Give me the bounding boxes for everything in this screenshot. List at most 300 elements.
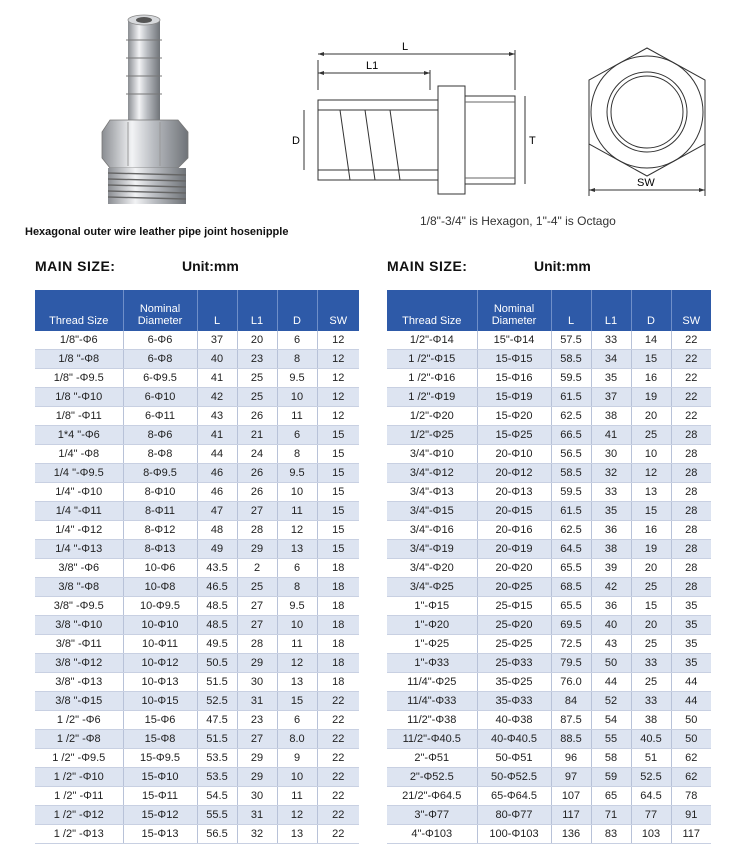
header-diameter: Diameter [137, 315, 183, 327]
cell-thread-size: 1"-Φ15 [387, 597, 477, 616]
cell-D: 15 [631, 502, 671, 521]
table-row [387, 787, 711, 806]
table-row [387, 502, 711, 521]
cell-nominal-diameter: 6-Φ10 [123, 388, 197, 407]
table-row [35, 749, 359, 768]
table-row [387, 407, 711, 426]
cell-L1: 26 [237, 464, 277, 483]
cell-SW: 15 [317, 445, 359, 464]
cell-SW: 18 [317, 597, 359, 616]
cell-thread-size: 1/8"-Φ6 [35, 331, 123, 350]
cell-nominal-diameter: 100-Φ103 [477, 825, 551, 844]
header-thread-size: Thread Size [35, 290, 123, 331]
cell-D: 8 [277, 445, 317, 464]
table-row [35, 559, 359, 578]
cell-nominal-diameter: 8-Φ9.5 [123, 464, 197, 483]
header-D: D [631, 290, 671, 331]
cell-SW: 18 [317, 616, 359, 635]
cell-L1: 59 [591, 768, 631, 787]
header-D: D [277, 290, 317, 331]
cell-L: 51.5 [197, 673, 237, 692]
table-row [35, 407, 359, 426]
cell-L1: 65 [591, 787, 631, 806]
cell-nominal-diameter: 8-Φ8 [123, 445, 197, 464]
cell-thread-size: 4"-Φ103 [387, 825, 477, 844]
table-row [35, 521, 359, 540]
table-row [387, 768, 711, 787]
cell-nominal-diameter: 20-Φ25 [477, 578, 551, 597]
cell-SW: 35 [671, 654, 711, 673]
table-row [35, 426, 359, 445]
cell-L: 51.5 [197, 730, 237, 749]
cell-L1: 25 [237, 578, 277, 597]
cell-SW: 12 [317, 331, 359, 350]
cell-nominal-diameter: 20-Φ15 [477, 502, 551, 521]
table-row [387, 350, 711, 369]
cell-L: 44 [197, 445, 237, 464]
cell-L1: 2 [237, 559, 277, 578]
cell-D: 11 [277, 407, 317, 426]
header-L1: L1 [591, 290, 631, 331]
cell-SW: 22 [317, 825, 359, 844]
cell-SW: 15 [317, 521, 359, 540]
cell-D: 25 [631, 578, 671, 597]
cell-SW: 12 [317, 350, 359, 369]
cell-nominal-diameter: 15-Φ15 [477, 350, 551, 369]
cell-L: 72.5 [551, 635, 591, 654]
cell-thread-size: 3/4"-Φ25 [387, 578, 477, 597]
cell-L: 65.5 [551, 559, 591, 578]
cell-L1: 26 [237, 407, 277, 426]
cell-L: 59.5 [551, 369, 591, 388]
cell-nominal-diameter: 50-Φ51 [477, 749, 551, 768]
cell-nominal-diameter: 10-Φ6 [123, 559, 197, 578]
cell-nominal-diameter: 6-Φ6 [123, 331, 197, 350]
table-row [387, 445, 711, 464]
cell-L: 61.5 [551, 388, 591, 407]
cell-L1: 27 [237, 616, 277, 635]
cell-thread-size: 1"-Φ25 [387, 635, 477, 654]
cell-thread-size: 3/4"-Φ19 [387, 540, 477, 559]
table-row [387, 635, 711, 654]
cell-thread-size: 1/4 "-Φ13 [35, 540, 123, 559]
cell-L: 46.5 [197, 578, 237, 597]
cell-nominal-diameter: 20-Φ19 [477, 540, 551, 559]
cell-thread-size: 1 /2" -Φ9.5 [35, 749, 123, 768]
cell-L1: 71 [591, 806, 631, 825]
cell-SW: 62 [671, 749, 711, 768]
cell-D: 6 [277, 559, 317, 578]
cell-L1: 30 [237, 787, 277, 806]
cell-nominal-diameter: 15-Φ8 [123, 730, 197, 749]
cell-thread-size: 3/8" -Φ9.5 [35, 597, 123, 616]
cell-SW: 28 [671, 502, 711, 521]
cell-SW: 28 [671, 464, 711, 483]
cell-D: 77 [631, 806, 671, 825]
cell-nominal-diameter: 40-Φ40.5 [477, 730, 551, 749]
cell-D: 20 [631, 559, 671, 578]
cell-thread-size: 11/2"-Φ40.5 [387, 730, 477, 749]
table-row [35, 445, 359, 464]
cell-L: 47 [197, 502, 237, 521]
cell-D: 9.5 [277, 369, 317, 388]
cell-L: 97 [551, 768, 591, 787]
cell-L: 107 [551, 787, 591, 806]
table-row [387, 559, 711, 578]
cell-nominal-diameter: 6-Φ8 [123, 350, 197, 369]
product-photo [98, 10, 208, 210]
cell-thread-size: 1 /2" -Φ11 [35, 787, 123, 806]
cell-L: 56.5 [197, 825, 237, 844]
cell-L1: 36 [591, 597, 631, 616]
cell-SW: 18 [317, 559, 359, 578]
cell-D: 13 [631, 483, 671, 502]
table-row [387, 464, 711, 483]
table-row [35, 369, 359, 388]
cell-SW: 12 [317, 388, 359, 407]
table-row [387, 426, 711, 445]
cell-D: 15 [631, 350, 671, 369]
cell-D: 6 [277, 331, 317, 350]
table-row [387, 616, 711, 635]
header-L: L [197, 290, 237, 331]
table-row [35, 464, 359, 483]
cell-SW: 22 [317, 787, 359, 806]
cell-L1: 27 [237, 502, 277, 521]
cell-L: 84 [551, 692, 591, 711]
table-row [387, 711, 711, 730]
cell-nominal-diameter: 15-Φ9.5 [123, 749, 197, 768]
cell-nominal-diameter: 20-Φ13 [477, 483, 551, 502]
cell-thread-size: 11/4"-Φ25 [387, 673, 477, 692]
table-row [387, 749, 711, 768]
table-row [35, 730, 359, 749]
cell-SW: 62 [671, 768, 711, 787]
cell-SW: 28 [671, 521, 711, 540]
cell-L: 79.5 [551, 654, 591, 673]
table-row [35, 540, 359, 559]
cell-L1: 50 [591, 654, 631, 673]
table-row [387, 331, 711, 350]
cell-D: 14 [631, 331, 671, 350]
table-row [35, 616, 359, 635]
cell-D: 51 [631, 749, 671, 768]
cell-nominal-diameter: 40-Φ38 [477, 711, 551, 730]
cell-nominal-diameter: 20-Φ12 [477, 464, 551, 483]
cell-thread-size: 3"-Φ77 [387, 806, 477, 825]
cell-nominal-diameter: 20-Φ16 [477, 521, 551, 540]
cell-thread-size: 1 /2" -Φ12 [35, 806, 123, 825]
cell-SW: 78 [671, 787, 711, 806]
cell-L1: 43 [591, 635, 631, 654]
cell-thread-size: 3/8 "-Φ15 [35, 692, 123, 711]
cell-D: 12 [277, 654, 317, 673]
cell-thread-size: 1/4" -Φ12 [35, 521, 123, 540]
cell-nominal-diameter: 8-Φ10 [123, 483, 197, 502]
cell-L1: 39 [591, 559, 631, 578]
cell-SW: 35 [671, 597, 711, 616]
cell-D: 11 [277, 502, 317, 521]
dim-T-label: T [529, 135, 536, 147]
header-L1: L1 [237, 290, 277, 331]
cell-SW: 28 [671, 540, 711, 559]
cell-nominal-diameter: 15-Φ12 [123, 806, 197, 825]
cell-SW: 22 [671, 388, 711, 407]
table-header-row [387, 290, 711, 331]
cell-L1: 26 [237, 483, 277, 502]
cell-D: 9 [277, 749, 317, 768]
cell-L1: 34 [591, 350, 631, 369]
table-row [387, 673, 711, 692]
cell-thread-size: 1"-Φ33 [387, 654, 477, 673]
size-table-left [35, 290, 359, 844]
cell-thread-size: 11/2"-Φ38 [387, 711, 477, 730]
cell-D: 10 [631, 445, 671, 464]
cell-thread-size: 3/4"-Φ16 [387, 521, 477, 540]
header-nominal-diameter [123, 290, 197, 331]
cell-L: 56.5 [551, 445, 591, 464]
header-nominal: Nominal [139, 303, 181, 315]
cell-thread-size: 1/4" -Φ10 [35, 483, 123, 502]
cell-D: 12 [277, 806, 317, 825]
table-row [35, 768, 359, 787]
cell-L1: 30 [237, 673, 277, 692]
left-unit-label: Unit:mm [182, 258, 239, 274]
cell-L: 49.5 [197, 635, 237, 654]
cell-D: 9.5 [277, 597, 317, 616]
dim-L1-label: L1 [366, 60, 379, 72]
cell-L: 59.5 [551, 483, 591, 502]
cell-thread-size: 1 /2" -Φ13 [35, 825, 123, 844]
cell-L: 87.5 [551, 711, 591, 730]
cell-D: 11 [277, 787, 317, 806]
cell-L: 69.5 [551, 616, 591, 635]
cell-D: 16 [631, 521, 671, 540]
table-row [35, 502, 359, 521]
cell-D: 33 [631, 692, 671, 711]
cell-thread-size: 3/8 "-Φ10 [35, 616, 123, 635]
header-SW: SW [671, 290, 711, 331]
cell-L1: 44 [591, 673, 631, 692]
cell-L: 47.5 [197, 711, 237, 730]
cell-L1: 38 [591, 407, 631, 426]
cell-L: 64.5 [551, 540, 591, 559]
cell-SW: 117 [671, 825, 711, 844]
cell-L: 88.5 [551, 730, 591, 749]
cell-L: 58.5 [551, 350, 591, 369]
cell-SW: 28 [671, 559, 711, 578]
cell-L1: 31 [237, 806, 277, 825]
cell-L: 48.5 [197, 597, 237, 616]
cell-L1: 25 [237, 369, 277, 388]
cell-thread-size: 1 /2"-Φ15 [387, 350, 477, 369]
cell-nominal-diameter: 10-Φ11 [123, 635, 197, 654]
cell-L1: 41 [591, 426, 631, 445]
cell-nominal-diameter: 15-Φ10 [123, 768, 197, 787]
cell-L: 57.5 [551, 331, 591, 350]
cell-nominal-diameter: 10-Φ12 [123, 654, 197, 673]
cell-L1: 33 [591, 331, 631, 350]
cell-L: 46 [197, 483, 237, 502]
cell-D: 10 [277, 483, 317, 502]
header-diameter: Diameter [491, 315, 537, 327]
cell-thread-size: 3/8" -Φ11 [35, 635, 123, 654]
cell-L1: 33 [591, 483, 631, 502]
cell-SW: 22 [671, 331, 711, 350]
cell-nominal-diameter: 10-Φ13 [123, 673, 197, 692]
cell-SW: 22 [317, 711, 359, 730]
table-row [35, 673, 359, 692]
end-view-drawing [575, 40, 720, 200]
cell-L: 117 [551, 806, 591, 825]
table-row [387, 654, 711, 673]
cell-L: 58.5 [551, 464, 591, 483]
table-row [35, 711, 359, 730]
cell-D: 9.5 [277, 464, 317, 483]
cell-L: 55.5 [197, 806, 237, 825]
cell-L1: 83 [591, 825, 631, 844]
cell-L: 42 [197, 388, 237, 407]
cell-SW: 28 [671, 578, 711, 597]
cell-nominal-diameter: 10-Φ10 [123, 616, 197, 635]
cell-nominal-diameter: 15-Φ19 [477, 388, 551, 407]
cell-SW: 18 [317, 654, 359, 673]
cell-L: 76.0 [551, 673, 591, 692]
cell-nominal-diameter: 6-Φ11 [123, 407, 197, 426]
cell-nominal-diameter: 15-Φ25 [477, 426, 551, 445]
cell-L1: 21 [237, 426, 277, 445]
cell-L1: 32 [591, 464, 631, 483]
cell-L: 96 [551, 749, 591, 768]
cell-L1: 28 [237, 521, 277, 540]
cell-SW: 28 [671, 426, 711, 445]
cell-SW: 22 [317, 692, 359, 711]
cell-D: 33 [631, 654, 671, 673]
cell-L1: 38 [591, 540, 631, 559]
cell-L1: 27 [237, 730, 277, 749]
cell-D: 12 [277, 521, 317, 540]
cell-D: 40.5 [631, 730, 671, 749]
cell-thread-size: 1/2"-Φ20 [387, 407, 477, 426]
table-row [35, 635, 359, 654]
cell-L: 68.5 [551, 578, 591, 597]
cell-L1: 32 [237, 825, 277, 844]
table-row [35, 578, 359, 597]
cell-SW: 15 [317, 502, 359, 521]
header-nominal: Nominal [493, 303, 535, 315]
cell-SW: 15 [317, 464, 359, 483]
cell-thread-size: 21/2"-Φ64.5 [387, 787, 477, 806]
cell-L1: 40 [591, 616, 631, 635]
cell-D: 25 [631, 673, 671, 692]
cell-D: 8.0 [277, 730, 317, 749]
cell-nominal-diameter: 15-Φ16 [477, 369, 551, 388]
cell-SW: 44 [671, 673, 711, 692]
cell-nominal-diameter: 35-Φ25 [477, 673, 551, 692]
cell-L: 61.5 [551, 502, 591, 521]
dim-L-label: L [402, 41, 409, 53]
cell-nominal-diameter: 15-Φ6 [123, 711, 197, 730]
cell-L: 48.5 [197, 616, 237, 635]
table-row [35, 350, 359, 369]
cell-nominal-diameter: 15-Φ11 [123, 787, 197, 806]
cell-SW: 22 [317, 768, 359, 787]
hex-octagon-note: 1/8"-3/4" is Hexagon, 1"-4" is Octago [420, 214, 616, 228]
cell-nominal-diameter: 35-Φ33 [477, 692, 551, 711]
cell-SW: 22 [317, 806, 359, 825]
cell-SW: 18 [317, 635, 359, 654]
cell-SW: 22 [317, 730, 359, 749]
cell-thread-size: 2"-Φ51 [387, 749, 477, 768]
cell-L: 54.5 [197, 787, 237, 806]
side-view-drawing [290, 40, 540, 210]
cell-D: 6 [277, 426, 317, 445]
cell-nominal-diameter: 8-Φ6 [123, 426, 197, 445]
cell-thread-size: 1/2"-Φ25 [387, 426, 477, 445]
cell-thread-size: 3/8 "-Φ12 [35, 654, 123, 673]
table-row [35, 654, 359, 673]
cell-D: 8 [277, 350, 317, 369]
cell-L: 43.5 [197, 559, 237, 578]
cell-thread-size: 3/4"-Φ13 [387, 483, 477, 502]
cell-nominal-diameter: 80-Φ77 [477, 806, 551, 825]
cell-D: 15 [277, 692, 317, 711]
cell-L: 48 [197, 521, 237, 540]
cell-L: 52.5 [197, 692, 237, 711]
table-row [35, 331, 359, 350]
cell-L1: 27 [237, 597, 277, 616]
cell-nominal-diameter: 50-Φ52.5 [477, 768, 551, 787]
cell-thread-size: 3/4"-Φ12 [387, 464, 477, 483]
cell-SW: 50 [671, 730, 711, 749]
cell-thread-size: 1/8" -Φ11 [35, 407, 123, 426]
table-row [387, 692, 711, 711]
cell-L1: 29 [237, 749, 277, 768]
cell-thread-size: 3/8" -Φ13 [35, 673, 123, 692]
cell-L1: 29 [237, 540, 277, 559]
cell-nominal-diameter: 10-Φ9.5 [123, 597, 197, 616]
cell-thread-size: 1 /2"-Φ19 [387, 388, 477, 407]
cell-L1: 20 [237, 331, 277, 350]
cell-L: 46 [197, 464, 237, 483]
cell-nominal-diameter: 25-Φ20 [477, 616, 551, 635]
cell-SW: 91 [671, 806, 711, 825]
cell-L1: 42 [591, 578, 631, 597]
table-row [387, 597, 711, 616]
cell-thread-size: 1/2"-Φ14 [387, 331, 477, 350]
table-row [387, 806, 711, 825]
cell-L: 66.5 [551, 426, 591, 445]
cell-thread-size: 3/4"-Φ10 [387, 445, 477, 464]
cell-D: 20 [631, 407, 671, 426]
table-row [387, 540, 711, 559]
right-unit-label: Unit:mm [534, 258, 591, 274]
cell-D: 19 [631, 540, 671, 559]
cell-thread-size: 1 /2" -Φ10 [35, 768, 123, 787]
cell-D: 11 [277, 635, 317, 654]
table-row [387, 825, 711, 844]
cell-SW: 35 [671, 635, 711, 654]
cell-L1: 25 [237, 388, 277, 407]
cell-thread-size: 2"-Φ52.5 [387, 768, 477, 787]
cell-nominal-diameter: 25-Φ15 [477, 597, 551, 616]
cell-L: 62.5 [551, 521, 591, 540]
cell-L1: 58 [591, 749, 631, 768]
cell-L: 40 [197, 350, 237, 369]
cell-L1: 24 [237, 445, 277, 464]
cell-L1: 36 [591, 521, 631, 540]
cell-L1: 29 [237, 768, 277, 787]
